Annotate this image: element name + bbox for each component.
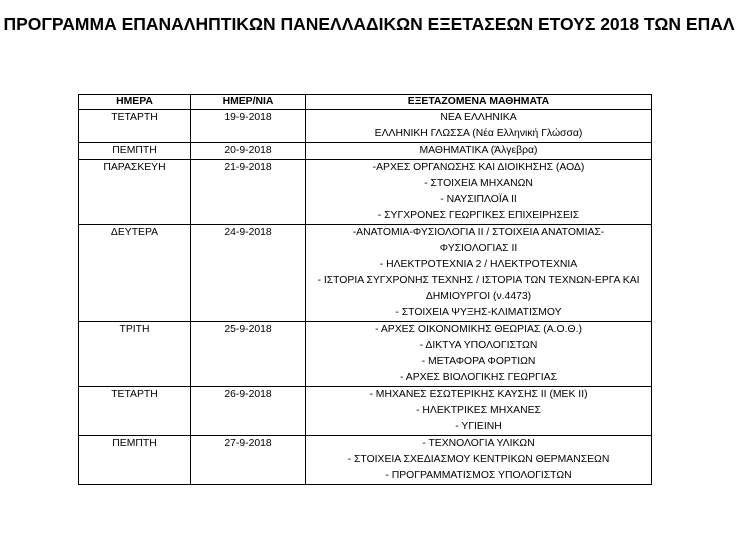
subject-line: - ΤΕΧΝΟΛΟΓΙΑ ΥΛΙΚΩΝ xyxy=(422,438,535,449)
table-header-row xyxy=(79,95,652,110)
table-row xyxy=(79,387,652,436)
exam-date: 20-9-2018 xyxy=(191,143,306,160)
subject-line: ΦΥΣΙΟΛΟΓΙΑΣ ΙΙ xyxy=(439,243,518,254)
subject-line: - ΗΛΕΚΤΡΟΤΕΧΝΙΑ 2 / ΗΛΕΚΤΡΟΤΕΧΝΙΑ xyxy=(379,259,578,270)
subject-line: -ΑΝΑΤΟΜΙΑ-ΦΥΣΙΟΛΟΓΙΑ ΙΙ / ΣΤΟΙΧΕΙΑ ΑΝΑΤΟΜΙΑΣ- xyxy=(352,227,605,238)
subject-line: ΔΗΜΙΟΥΡΓΟΙ (ν.4473) xyxy=(425,291,532,302)
exam-day: ΔΕΥΤΕΡΑ xyxy=(79,225,191,322)
table-row xyxy=(79,225,652,322)
header-date: ΗΜΕΡ/ΝΙΑ xyxy=(191,95,306,110)
table-row xyxy=(79,110,652,143)
exam-subjects xyxy=(306,110,652,143)
exam-day: ΤΕΤΑΡΤΗ xyxy=(79,110,191,143)
exam-subjects xyxy=(306,160,652,225)
exam-date: 21-9-2018 xyxy=(191,160,306,225)
exam-date: 19-9-2018 xyxy=(191,110,306,143)
header-day: ΗΜΕΡΑ xyxy=(79,95,191,110)
subject-line: -ΑΡΧΕΣ ΟΡΓΑΝΩΣΗΣ ΚΑΙ ΔΙΟΙΚΗΣΗΣ (ΑΟΔ) xyxy=(372,162,585,173)
exam-date: 25-9-2018 xyxy=(191,322,306,387)
exam-subjects xyxy=(306,143,652,160)
subject-line: - ΠΡΟΓΡΑΜΜΑΤΙΣΜΟΣ ΥΠΟΛΟΓΙΣΤΩΝ xyxy=(385,470,572,481)
subject-line: - ΣΥΓΧΡΟΝΕΣ ΓΕΩΡΓΙΚΕΣ ΕΠΙΧΕΙΡΗΣΕΙΣ xyxy=(377,210,580,221)
exam-subjects xyxy=(306,225,652,322)
table-row xyxy=(79,160,652,225)
subject-line: ΝΕΑ ΕΛΛΗΝΙΚΑ xyxy=(440,112,517,123)
subject-line: - ΣΤΟΙΧΕΙΑ ΜΗΧΑΝΩΝ xyxy=(424,178,533,189)
subject-line: - ΙΣΤΟΡΙΑ ΣΥΓΧΡΟΝΗΣ ΤΕΧΝΗΣ / ΙΣΤΟΡΙΑ ΤΩΝ ΤΕΧΝΩΝ-ΕΡΓΑ ΚΑΙ xyxy=(317,275,640,286)
subject-line: - ΜΕΤΑΦΟΡΑ ΦΟΡΤΙΩΝ xyxy=(421,356,536,367)
header-subjects: ΕΞΕΤΑΖΟΜΕΝΑ ΜΑΘΗΜΑΤΑ xyxy=(306,95,652,110)
subject-line: - ΥΓΙΕΙΝΗ xyxy=(455,421,502,432)
subject-line: - ΑΡΧΕΣ ΟΙΚΟΝΟΜΙΚΗΣ ΘΕΩΡΙΑΣ (Α.Ο.Θ.) xyxy=(375,324,582,335)
exam-day: ΤΡΙΤΗ xyxy=(79,322,191,387)
page-title: ΠΡΟΓΡΑΜΜΑ ΕΠΑΝΑΛΗΠΤΙΚΩΝ ΠΑΝΕΛΛΑΔΙΚΩΝ ΕΞΕΤΑΣΕΩΝ ΕΤΟΥΣ 2018 ΤΩΝ ΕΠΑΛ xyxy=(3,14,735,34)
exam-schedule-table xyxy=(78,94,652,485)
subject-line: - ΗΛΕΚΤΡΙΚΕΣ ΜΗΧΑΝΕΣ xyxy=(416,405,541,416)
table-row xyxy=(79,143,652,160)
subject-line: - ΣΤΟΙΧΕΙΑ ΨΥΞΗΣ-ΚΛΙΜΑΤΙΣΜΟΥ xyxy=(395,307,562,318)
table-row xyxy=(79,322,652,387)
exam-subjects xyxy=(306,322,652,387)
exam-day: ΤΕΤΑΡΤΗ xyxy=(79,387,191,436)
subject-line: - ΜΗΧΑΝΕΣ ΕΣΩΤΕΡΙΚΗΣ ΚΑΥΣΗΣ ΙΙ (ΜΕΚ ΙΙ) xyxy=(369,389,588,400)
subject-line: - ΔΙΚΤΥΑ ΥΠΟΛΟΓΙΣΤΩΝ xyxy=(419,340,538,351)
subject-line: - ΑΡΧΕΣ ΒΙΟΛΟΓΙΚΗΣ ΓΕΩΡΓΙΑΣ xyxy=(400,372,557,383)
exam-day: ΠΕΜΠΤΗ xyxy=(79,143,191,160)
exam-subjects xyxy=(306,436,652,485)
exam-day: ΠΑΡΑΣΚΕΥΗ xyxy=(79,160,191,225)
table-row xyxy=(79,436,652,485)
subject-line: - ΣΤΟΙΧΕΙΑ ΣΧΕΔΙΑΣΜΟΥ ΚΕΝΤΡΙΚΩΝ ΘΕΡΜΑΝΣΕΩΝ xyxy=(347,454,610,465)
subject-line: ΜΑΘΗΜΑΤΙΚΑ (Άλγεβρα) xyxy=(419,145,538,156)
subject-line: - ΝΑΥΣΙΠΛΟΪΑ ΙΙ xyxy=(440,194,517,205)
exam-date: 27-9-2018 xyxy=(191,436,306,485)
subject-line: ΕΛΛΗΝΙΚΗ ΓΛΩΣΣΑ (Νέα Ελληνική Γλώσσα) xyxy=(374,128,583,139)
exam-date: 24-9-2018 xyxy=(191,225,306,322)
exam-subjects xyxy=(306,387,652,436)
exam-date: 26-9-2018 xyxy=(191,387,306,436)
exam-day: ΠΕΜΠΤΗ xyxy=(79,436,191,485)
